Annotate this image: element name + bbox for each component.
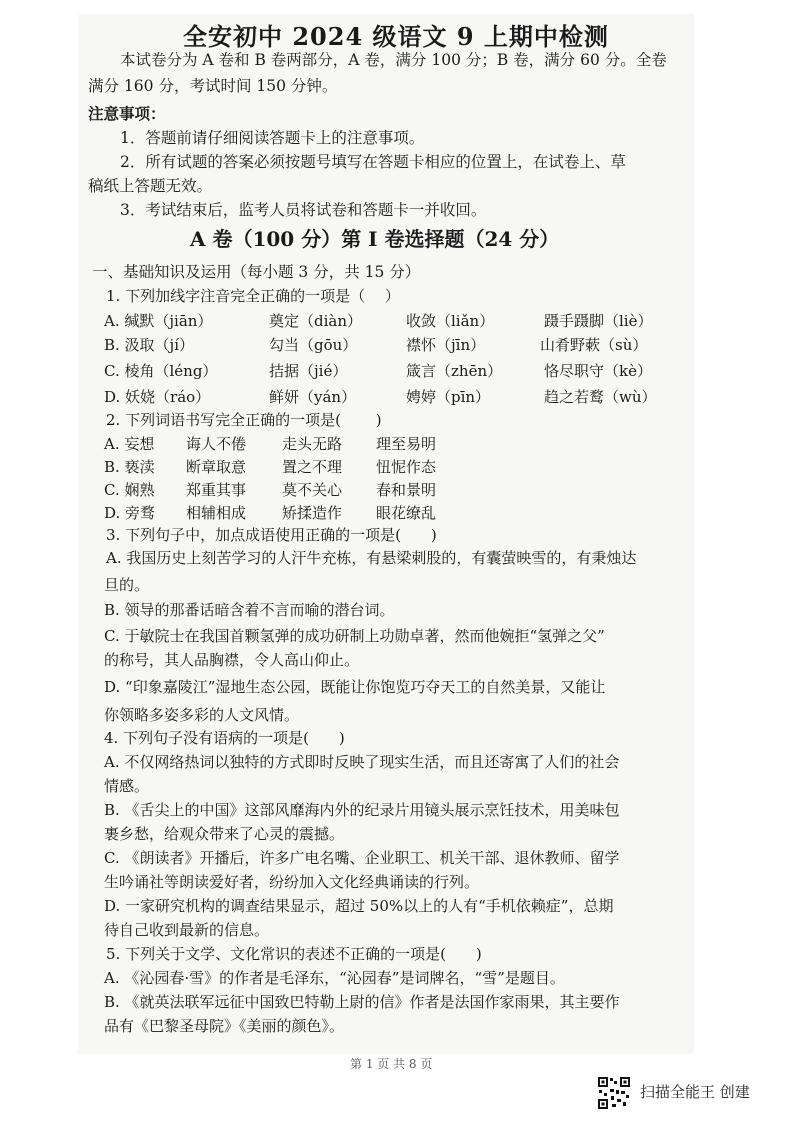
q3-option-d: D. “印象嘉陵江”湿地生态公园，既能让你饱览巧夺天工的自然美景，又能让 <box>104 678 606 696</box>
q4-option-c-cont: 生吟诵社等朗读爱好者，纷纷加入文化经典诵读的行列。 <box>104 873 480 891</box>
q2-a-1: A. 妄想 <box>104 435 155 453</box>
q3-option-a: A. 我国历史上刻苦学习的人汗牛充栋，有悬梁刺股的，有囊萤映雪的，有秉烛达 <box>106 549 637 567</box>
q2-d-1: D. 旁骛 <box>104 504 156 522</box>
q4-option-a-cont: 情感。 <box>104 777 150 795</box>
q2-d-4: 眼花缭乱 <box>376 504 437 522</box>
q1-c-3: 箴言（zhēn） <box>406 362 503 380</box>
q2-d-2: 相辅相成 <box>186 504 247 522</box>
q3-option-b: B. 领导的那番话暗含着不言而喻的潜台词。 <box>104 601 395 619</box>
part1-heading: 一、基础知识及运用（每小题 3 分，共 15 分） <box>92 263 421 281</box>
q1-b-3: 襟怀（jīn） <box>406 336 486 354</box>
notice-item-3: 3．考试结束后，监考人员将试卷和答题卡一并收回。 <box>120 201 487 219</box>
q2-b-4: 忸怩作态 <box>376 458 437 476</box>
q3-option-c-cont: 的称号，其人品胸襟，令人高山仰止。 <box>104 651 360 669</box>
q1-a-1: A. 缄默（jiān） <box>104 312 213 330</box>
q1-d-4: 趋之若鹜（wù） <box>544 388 657 406</box>
q1-c-2: 拮据（jié） <box>269 362 348 380</box>
q4-stem: 4. 下列句子没有语病的一项是( ) <box>104 729 345 747</box>
notice-item-2-cont: 稿纸上答题无效。 <box>88 177 213 195</box>
q1-d-1: D. 妖娆（ráo） <box>104 388 211 406</box>
q1-a-4: 蹑手蹑脚（liè） <box>544 312 653 330</box>
q2-b-2: 断章取意 <box>186 458 247 476</box>
section-title: A 卷（100 分）第 I 卷选择题（24 分） <box>190 227 560 251</box>
q2-c-3: 莫不关心 <box>282 481 343 499</box>
q3-option-c: C. 于敏院士在我国首颗氢弹的成功研制上功勋卓著，然而他婉拒“氢弹之父” <box>104 627 605 645</box>
page-footer: 第 1 页 共 8 页 <box>350 1057 433 1071</box>
q2-b-1: B. 亵渎 <box>104 458 155 476</box>
q3-stem: 3. 下列句子中，加点成语使用正确的一项是( ) <box>106 526 437 544</box>
q2-a-4: 理至易明 <box>376 435 437 453</box>
q2-a-2: 诲人不倦 <box>186 435 247 453</box>
q1-d-3: 娉婷（pīn） <box>406 388 491 406</box>
q2-d-3: 矫揉造作 <box>282 504 343 522</box>
q1-b-4: 山肴野蔌（sù） <box>540 336 648 354</box>
notice-heading: 注意事项： <box>88 104 166 123</box>
q2-c-1: C. 娴熟 <box>104 481 155 499</box>
q4-option-b: B. 《舌尖上的中国》这部风靡海内外的纪录片用镜头展示烹饪技术，用美味包 <box>104 801 620 819</box>
q2-c-4: 春和景明 <box>376 481 437 499</box>
q5-stem: 5. 下列关于文学、文化常识的表述不正确的一项是( ) <box>106 945 482 963</box>
q1-a-2: 奠定（diàn） <box>269 312 363 330</box>
q1-d-2: 鲜妍（yán） <box>269 388 357 406</box>
q2-c-2: 郑重其事 <box>186 481 247 499</box>
q1-stem: 1. 下列加线字注音完全正确的一项是（ ） <box>106 287 400 305</box>
intro-line-2: 满分 160 分，考试时间 150 分钟。 <box>88 77 338 95</box>
q4-option-c: C. 《朗读者》开播后，许多广电名嘴、企业职工、机关干部、退休教师、留学 <box>104 849 620 867</box>
qr-code-icon <box>597 1076 631 1110</box>
q3-option-d-cont: 你领略多姿多彩的人文风情。 <box>104 706 300 724</box>
q1-c-1: C. 棱角（léng） <box>104 362 218 380</box>
q1-a-3: 收敛（liǎn） <box>406 312 495 330</box>
exam-title: 全安初中 2024 级语文 9 上期中检测 <box>183 22 609 51</box>
q4-option-b-cont: 裹乡愁，给观众带来了心灵的震撼。 <box>104 825 345 843</box>
intro-line-1: 本试卷分为 A 卷和 B 卷两部分，A 卷，满分 100 分；B 卷，满分 60 分。全卷 <box>120 51 667 69</box>
q1-b-1: B. 汲取（jí） <box>104 336 195 354</box>
q1-c-4: 恪尽职守（kè） <box>544 362 652 380</box>
q2-b-3: 置之不理 <box>282 458 343 476</box>
q5-option-a: A. 《沁园春·雪》的作者是毛泽东，“沁园春”是词牌名，“雪”是题目。 <box>104 969 565 987</box>
q2-a-3: 走头无路 <box>282 435 343 453</box>
scanner-brand: 扫描全能王 创建 <box>640 1083 750 1101</box>
q4-option-d: D. 一家研究机构的调查结果显示，超过 50%以上的人有“手机依赖症”，总期 <box>104 897 614 915</box>
q4-option-d-cont: 待自己收到最新的信息。 <box>104 921 270 939</box>
q3-option-a-cont: 旦的。 <box>104 576 150 594</box>
notice-item-1: 1．答题前请仔细阅读答题卡上的注意事项。 <box>120 129 425 147</box>
q4-option-a: A. 不仅网络热词以独特的方式即时反映了现实生活，而且还寄寓了人们的社会 <box>104 753 620 771</box>
q5-option-b-cont: 品有《巴黎圣母院》《美丽的颜色》。 <box>104 1017 345 1035</box>
q2-stem: 2. 下列词语书写完全正确的一项是( ) <box>106 411 382 429</box>
notice-item-2: 2．所有试题的答案必须按题号填写在答题卡相应的位置上，在试卷上、草 <box>120 153 626 171</box>
q1-b-2: 勾当（gōu） <box>269 336 358 354</box>
q5-option-b: B. 《就英法联军远征中国致巴特勒上尉的信》作者是法国作家雨果，其主要作 <box>104 993 620 1011</box>
